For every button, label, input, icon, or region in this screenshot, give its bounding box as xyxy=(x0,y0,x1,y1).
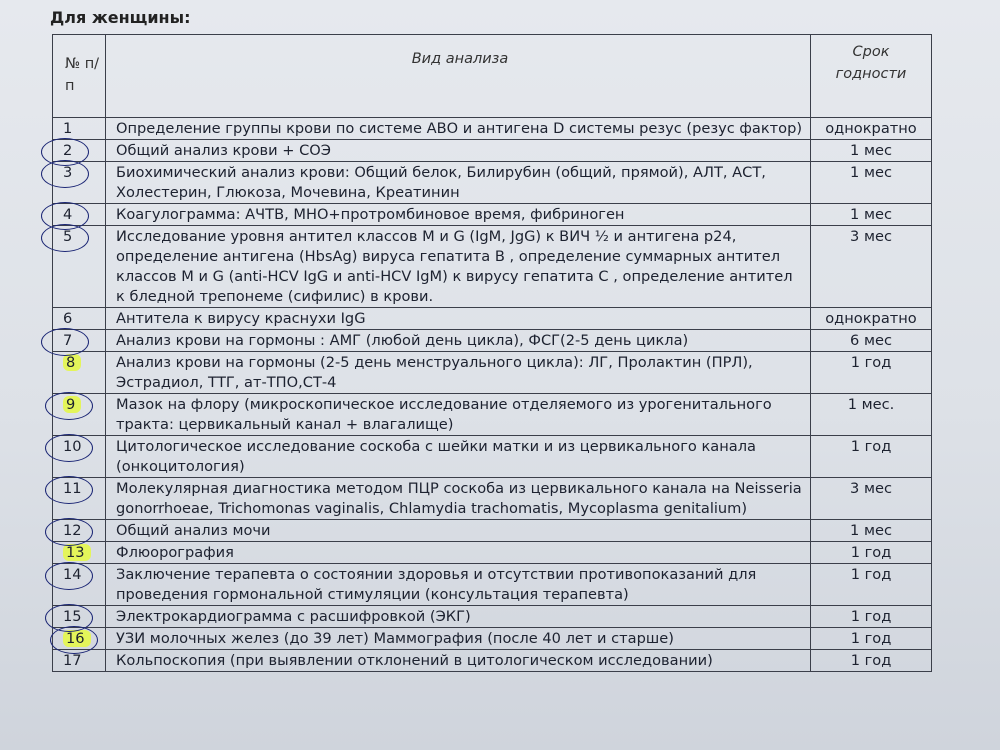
row-number: 13 xyxy=(63,544,91,561)
analysis-name: Мазок на флору (микроскопическое исследование отделяемого из урогенитального тракта: цервикальный канал + влагалище) xyxy=(106,394,811,436)
table-row xyxy=(53,394,932,436)
table-row xyxy=(53,650,932,672)
analysis-name: Биохимический анализ крови: Общий белок, Билирубин (общий, прямой), АЛТ, АСТ, Холестерин, Глюкоза, Мочевина, Креатинин xyxy=(106,162,811,204)
analysis-name: Исследование уровня антител классов M и G (IgM, JgG) к ВИЧ ½ и антигена p24, определение антигена (HbsAg) вируса гепатита В , определение суммарных антител классов M и G (anti-HCV IgG и anti-HCV IgM) к вирусу гепатита С , определение антител к бледной трепонеме (сифилис) в крови. xyxy=(106,226,811,308)
validity-term: 1 год xyxy=(811,352,932,394)
row-number: 3 xyxy=(63,164,73,181)
row-number-cell xyxy=(53,564,106,606)
table-row xyxy=(53,628,932,650)
header-validity: Срок годности xyxy=(811,35,932,118)
table-row xyxy=(53,436,932,478)
table-row xyxy=(53,520,932,542)
row-number: 2 xyxy=(63,142,73,159)
validity-term: 1 год xyxy=(811,542,932,564)
validity-term: 1 мес xyxy=(811,204,932,226)
table-row xyxy=(53,564,932,606)
analysis-name: Флюорография xyxy=(106,542,811,564)
header-number: № п/ п xyxy=(53,35,106,118)
table-header-row xyxy=(53,35,932,118)
analysis-name: Определение группы крови по системе АВО и антигена D системы резус (резус фактор) xyxy=(106,118,811,140)
row-number: 15 xyxy=(63,608,82,625)
row-number: 7 xyxy=(63,332,73,349)
row-number: 4 xyxy=(63,206,73,223)
table-row xyxy=(53,478,932,520)
validity-term: 3 мес xyxy=(811,478,932,520)
validity-term: однократно xyxy=(811,308,932,330)
row-number-cell xyxy=(53,650,106,672)
table-row xyxy=(53,140,932,162)
validity-term: 1 мес. xyxy=(811,394,932,436)
table-row xyxy=(53,330,932,352)
table-row xyxy=(53,542,932,564)
validity-term: 1 год xyxy=(811,564,932,606)
row-number-cell xyxy=(53,118,106,140)
row-number-cell xyxy=(53,436,106,478)
analysis-name: Общий анализ мочи xyxy=(106,520,811,542)
row-number-cell xyxy=(53,204,106,226)
table-body xyxy=(53,118,932,672)
row-number: 1 xyxy=(63,120,73,137)
validity-term: 1 год xyxy=(811,606,932,628)
row-number-cell xyxy=(53,478,106,520)
row-number-cell xyxy=(53,606,106,628)
row-number-cell xyxy=(53,394,106,436)
row-number: 6 xyxy=(63,310,73,327)
analysis-name: Общий анализ крови + СОЭ xyxy=(106,140,811,162)
analysis-name: УЗИ молочных желез (до 39 лет) Маммография (после 40 лет и старше) xyxy=(106,628,811,650)
row-number-cell xyxy=(53,628,106,650)
row-number: 8 xyxy=(63,354,81,371)
row-number: 14 xyxy=(63,566,82,583)
validity-term: 1 год xyxy=(811,628,932,650)
row-number: 5 xyxy=(63,228,73,245)
validity-term: 1 год xyxy=(811,650,932,672)
validity-term: 3 мес xyxy=(811,226,932,308)
table-row xyxy=(53,606,932,628)
validity-term: однократно xyxy=(811,118,932,140)
validity-term: 1 мес xyxy=(811,162,932,204)
validity-term: 1 мес xyxy=(811,140,932,162)
row-number: 9 xyxy=(63,396,81,413)
analysis-name: Анализ крови на гормоны : АМГ (любой день цикла), ФСГ(2-5 день цикла) xyxy=(106,330,811,352)
row-number-cell xyxy=(53,140,106,162)
analysis-name: Заключение терапевта о состоянии здоровья и отсутствии противопоказаний для проведения гормональной стимуляции (консультация терапевта) xyxy=(106,564,811,606)
row-number: 12 xyxy=(63,522,82,539)
table-row xyxy=(53,162,932,204)
analysis-name: Электрокардиограмма с расшифровкой (ЭКГ) xyxy=(106,606,811,628)
table-row xyxy=(53,352,932,394)
table-row xyxy=(53,118,932,140)
analysis-table xyxy=(52,34,932,672)
table-row xyxy=(53,308,932,330)
row-number-cell xyxy=(53,520,106,542)
row-number: 16 xyxy=(63,630,91,647)
header-analysis-type: Вид анализа xyxy=(106,35,811,118)
row-number-cell xyxy=(53,330,106,352)
analysis-name: Анализ крови на гормоны (2-5 день менструального цикла): ЛГ, Пролактин (ПРЛ), Эстрадиол, ТТГ, ат-ТПО,СТ-4 xyxy=(106,352,811,394)
row-number-cell xyxy=(53,162,106,204)
table-row xyxy=(53,226,932,308)
row-number: 10 xyxy=(63,438,82,455)
validity-term: 1 год xyxy=(811,436,932,478)
table-row xyxy=(53,204,932,226)
analysis-name: Молекулярная диагностика методом ПЦР соскоба из цервикального канала на Neisseria gonorrhoeae, Trichomonas vaginalis, Chlamydia trachomatis, Mycoplasma genitalium) xyxy=(106,478,811,520)
analysis-name: Цитологическое исследование соскоба с шейки матки и из цервикального канала (онкоцитология) xyxy=(106,436,811,478)
analysis-name: Кольпоскопия (при выявлении отклонений в цитологическом исследовании) xyxy=(106,650,811,672)
row-number-cell xyxy=(53,542,106,564)
row-number: 11 xyxy=(63,480,82,497)
row-number: 17 xyxy=(63,652,82,669)
row-number-cell xyxy=(53,226,106,308)
validity-term: 6 мес xyxy=(811,330,932,352)
analysis-name: Антитела к вирусу краснухи IgG xyxy=(106,308,811,330)
row-number-cell xyxy=(53,308,106,330)
page-heading: Для женщины: xyxy=(50,8,191,27)
validity-term: 1 мес xyxy=(811,520,932,542)
analysis-name: Коагулограмма: АЧТВ, МНО+протромбиновое время, фибриноген xyxy=(106,204,811,226)
row-number-cell xyxy=(53,352,106,394)
